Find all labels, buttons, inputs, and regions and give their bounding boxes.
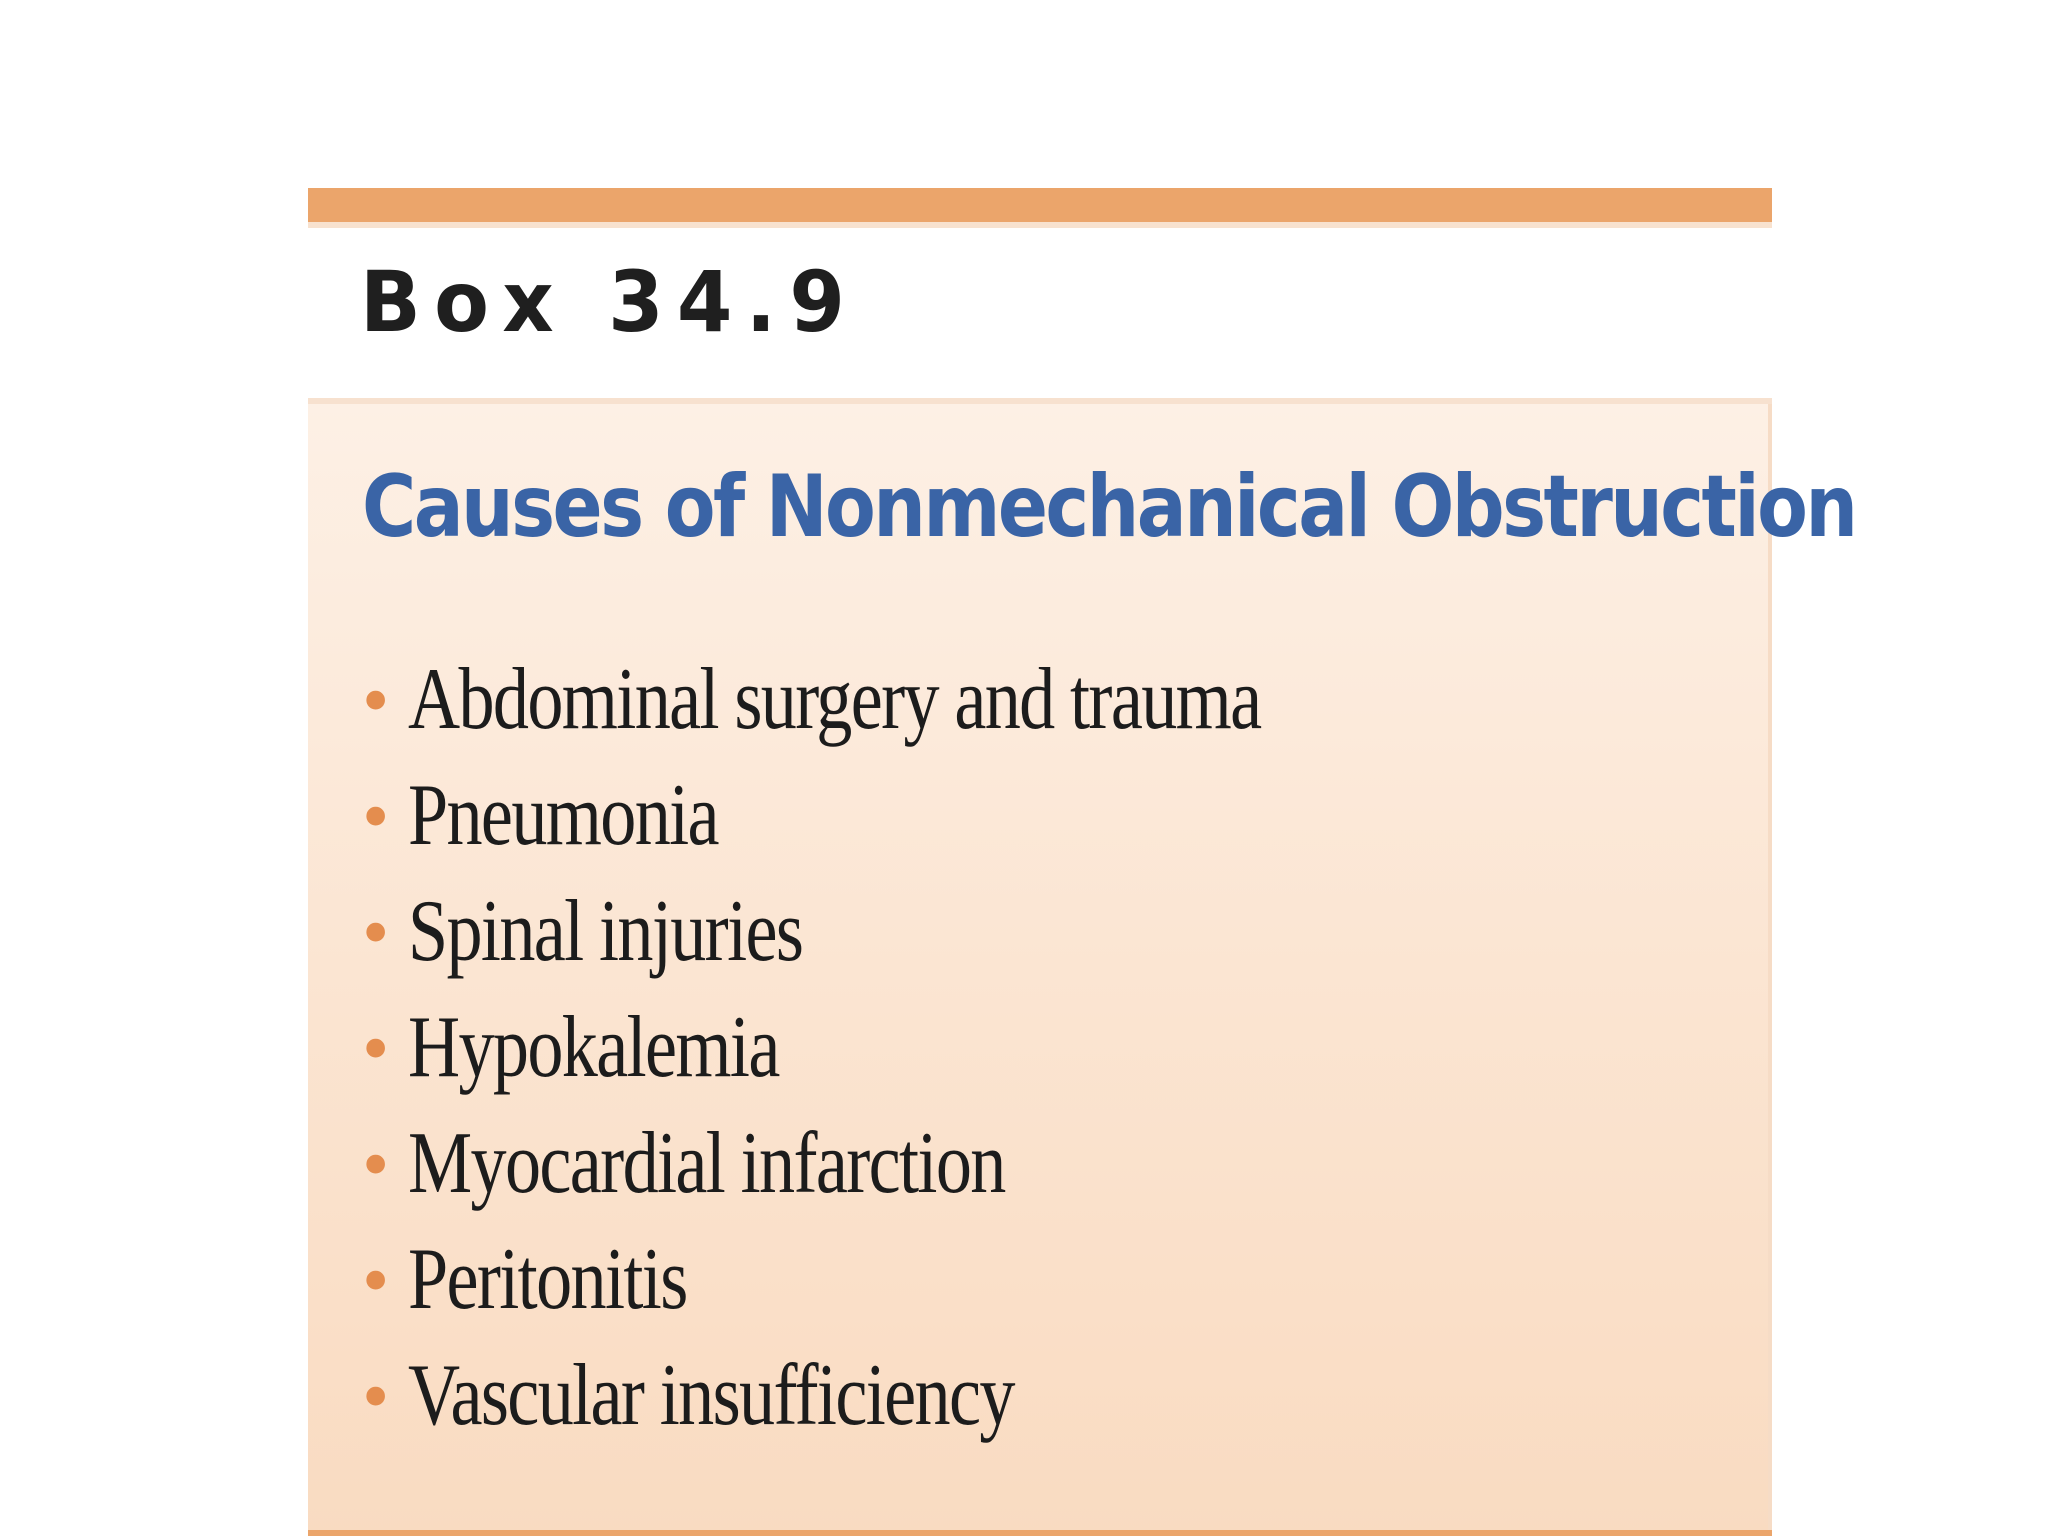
list-item-text: Hypokalemia — [408, 999, 779, 1096]
bullet-icon: • — [362, 1004, 390, 1091]
list-item-text: Abdominal surgery and trauma — [408, 651, 1261, 748]
bullet-icon: • — [362, 1352, 390, 1439]
bullet-icon: • — [362, 1120, 390, 1207]
bullet-icon: • — [362, 772, 390, 859]
list-item-text: Myocardial infarction — [408, 1115, 1005, 1212]
list-item-text: Vascular insufficiency — [408, 1347, 1014, 1444]
list-item-text: Pneumonia — [408, 767, 718, 864]
bottom-accent-rule — [308, 1530, 1772, 1536]
bullet-icon: • — [362, 656, 390, 743]
box-title: Causes of Nonmechanical Obstruction — [362, 457, 1856, 557]
list-item-text: Spinal injuries — [408, 883, 803, 980]
panel-right-edge — [1768, 404, 1772, 1536]
bullet-icon: • — [362, 888, 390, 975]
top-accent-rule — [308, 188, 1772, 222]
box-number-label: Box 34.9 — [360, 253, 859, 351]
list-item-text: Peritonitis — [408, 1231, 687, 1328]
bullet-icon: • — [362, 1236, 390, 1323]
info-box — [308, 188, 1856, 1536]
box-content-panel — [308, 398, 1856, 1536]
top-rule-shadow — [308, 222, 1772, 228]
